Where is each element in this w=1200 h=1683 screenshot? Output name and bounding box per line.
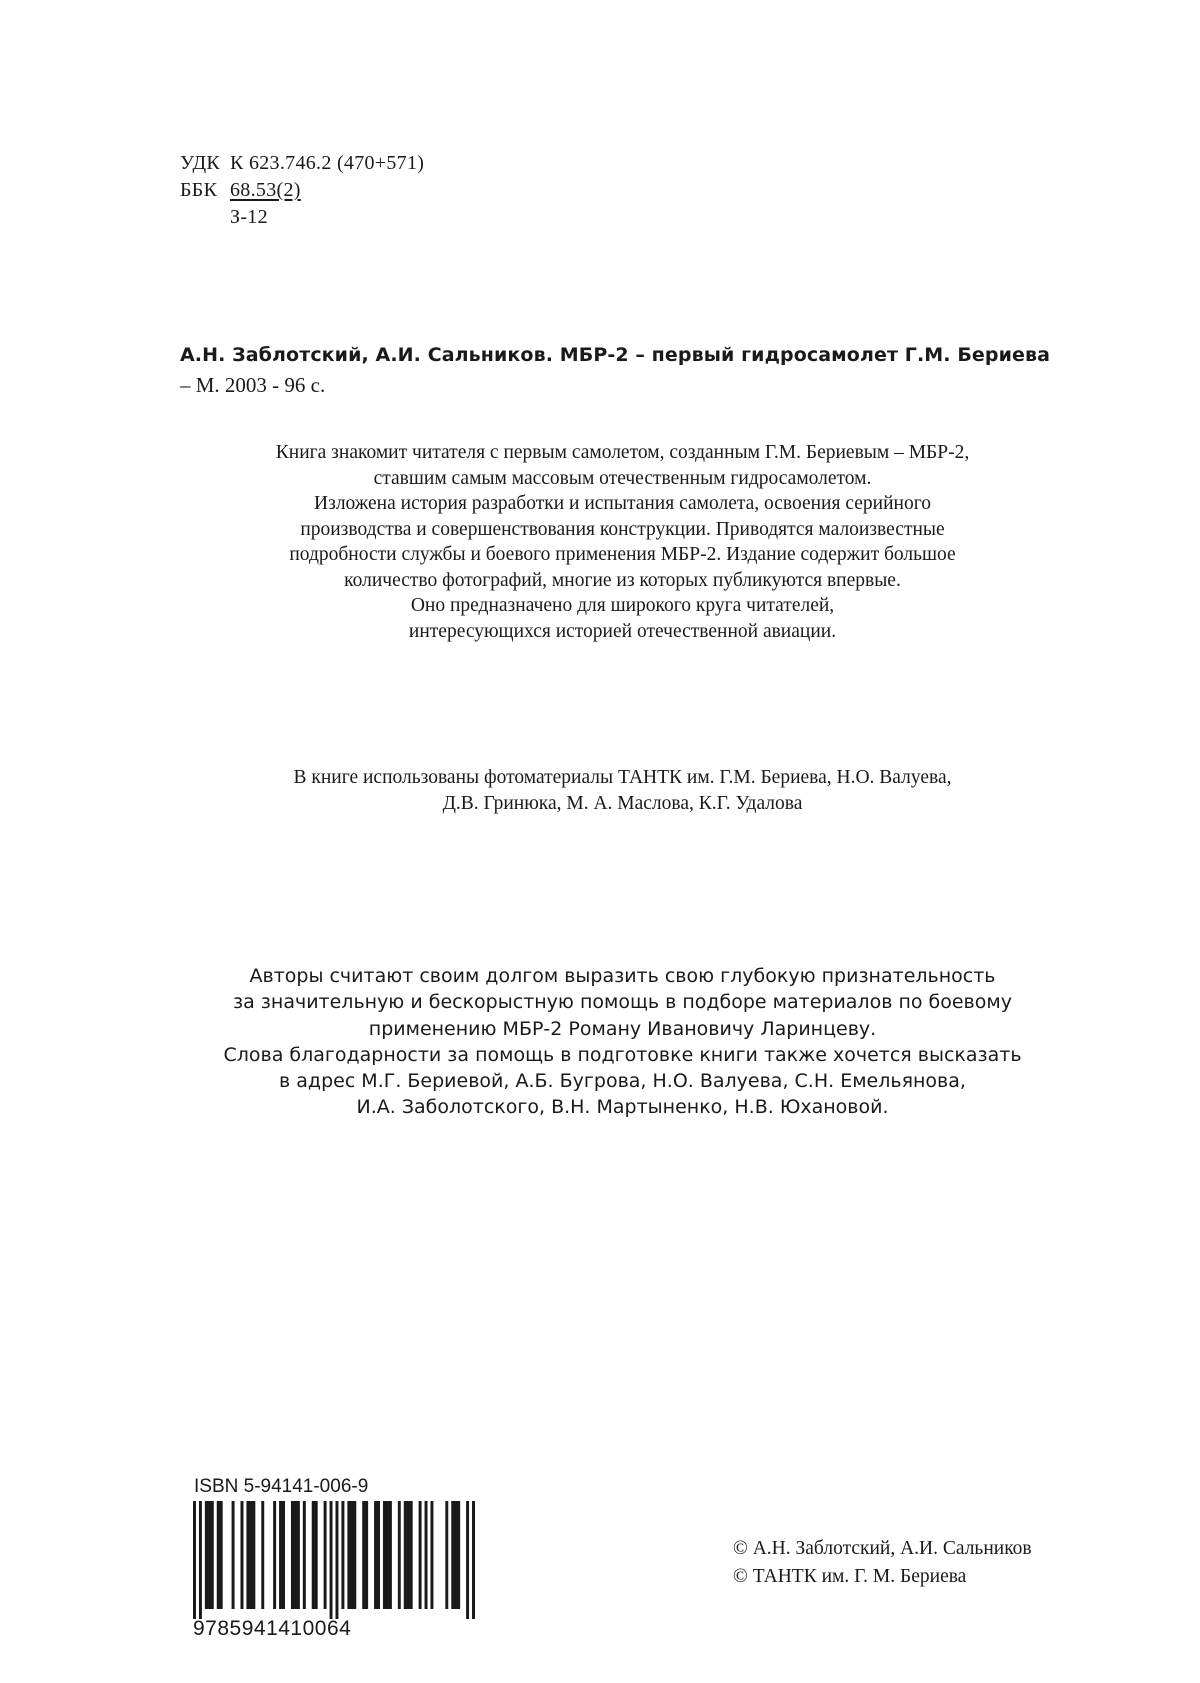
barcode-bar (217, 1501, 223, 1609)
barcode-bar (279, 1501, 285, 1609)
barcode-bar (445, 1501, 448, 1609)
bbk-value: 68.53(2) (230, 179, 301, 201)
barcode-bar (199, 1501, 202, 1619)
barcode-bar (472, 1501, 475, 1619)
barcode-bar (273, 1501, 276, 1609)
annotation-line: ставшим самым массовым отечественным гидросамолетом. (373, 467, 872, 489)
udk-line (180, 150, 424, 177)
isbn-block (193, 1475, 475, 1641)
bibliographic-entry (180, 340, 1050, 400)
classification-block (180, 150, 424, 231)
barcode-bar (232, 1501, 235, 1609)
barcode-bar (347, 1501, 356, 1609)
acknowledgements (160, 963, 1085, 1121)
barcode-bar (383, 1501, 392, 1609)
annotation-line: производства и совершенствования конструкции. Приводятся малоизвестные (300, 518, 945, 540)
barcode-bar (335, 1501, 338, 1619)
bbk-label: ББК (180, 179, 218, 201)
annotation-line: Оно предназначено для широкого круга читателей, (410, 595, 835, 616)
isbn-number: ISBN 5-94141-006-9 (194, 1476, 369, 1497)
barcode-bar (404, 1501, 413, 1609)
barcode-bar (240, 1501, 243, 1609)
barcode-bar (291, 1501, 300, 1609)
barcode-bar (330, 1501, 333, 1619)
barcode-bar (193, 1501, 196, 1619)
acknowledgements-line: Слова благодарности за помощь в подготовке книги также хочется высказать (223, 1043, 1022, 1066)
barcode-bar (246, 1501, 255, 1609)
bbk-line (180, 177, 424, 204)
barcode-bar (261, 1501, 264, 1609)
copyright-line: © ТАНТК им. Г. М. Бериева (733, 1566, 967, 1587)
publication-info: – М. 2003 - 96 с. (180, 373, 326, 397)
barcode-bar (430, 1501, 433, 1609)
udk-label: УДК (180, 152, 221, 174)
copyright-notice (733, 1535, 1032, 1591)
photo-credits-line: В книге использованы фотоматериалы ТАНТК им. Г.М. Бериева, Н.О. Валуева, (293, 767, 952, 788)
annotation-line: количество фотографий, многие из которых публикуются впервые. (344, 569, 901, 591)
barcode-bar (466, 1501, 469, 1619)
barcode-bar (398, 1501, 401, 1609)
acknowledgements-line: Авторы считают своим долгом выразить свою глубокую признательность (249, 965, 996, 987)
barcode-bar (451, 1501, 460, 1609)
photo-credits-line: Д.В. Гринюка, М. А. Маслова, К.Г. Удалова (442, 792, 803, 814)
acknowledgements-line: И.А. Заболотского, В.Н. Мартыненко, Н.В. Юхановой. (356, 1096, 889, 1119)
annotation-line: интересующихся историей отечественной авиации. (408, 620, 837, 642)
barcode-bar (205, 1501, 214, 1609)
copyright-line: © А.Н. Заблотский, А.И. Сальников (733, 1538, 1032, 1559)
author-mark: З-12 (230, 206, 268, 228)
book-title-line: А.Н. Заблотский, А.И. Сальников. МБР-2 – первый гидросамолет Г.М. Бериева (180, 344, 1051, 366)
barcode-bar (425, 1501, 428, 1609)
barcode-bar (312, 1501, 318, 1609)
acknowledgements-line: в адрес М.Г. Бериевой, А.Б. Бугрова, Н.О. Валуева, С.Н. Емельянова, (279, 1070, 966, 1093)
annotation-line: Изложена история разработки и испытания самолета, освоения серийного (314, 493, 931, 514)
acknowledgements-line: за значительную и бескорыстную помощь в подборе материалов по боевому (233, 991, 1012, 1014)
barcode-bar (341, 1501, 344, 1609)
annotation (160, 440, 1085, 644)
barcode-bar (362, 1501, 368, 1609)
ean-digits: 9785941410064 (193, 1617, 352, 1640)
photo-credits (160, 765, 1085, 816)
barcode-bar (324, 1501, 327, 1609)
annotation-line: подробности службы и боевого применения МБР-2. Издание содержит большое (289, 544, 956, 565)
barcode-bar (419, 1501, 422, 1609)
author-mark-line (180, 204, 424, 231)
acknowledgements-line: применению МБР-2 Роману Ивановичу Ларинцеву. (368, 1017, 877, 1040)
udk-value: К 623.746.2 (470+571) (230, 152, 425, 174)
barcode-bar (303, 1501, 306, 1609)
isbn-barcode (193, 1501, 475, 1619)
barcode-bar (374, 1501, 380, 1609)
annotation-line: Книга знакомит читателя с первым самолетом, созданным Г.М. Бериевым – МБР-2, (275, 442, 970, 463)
